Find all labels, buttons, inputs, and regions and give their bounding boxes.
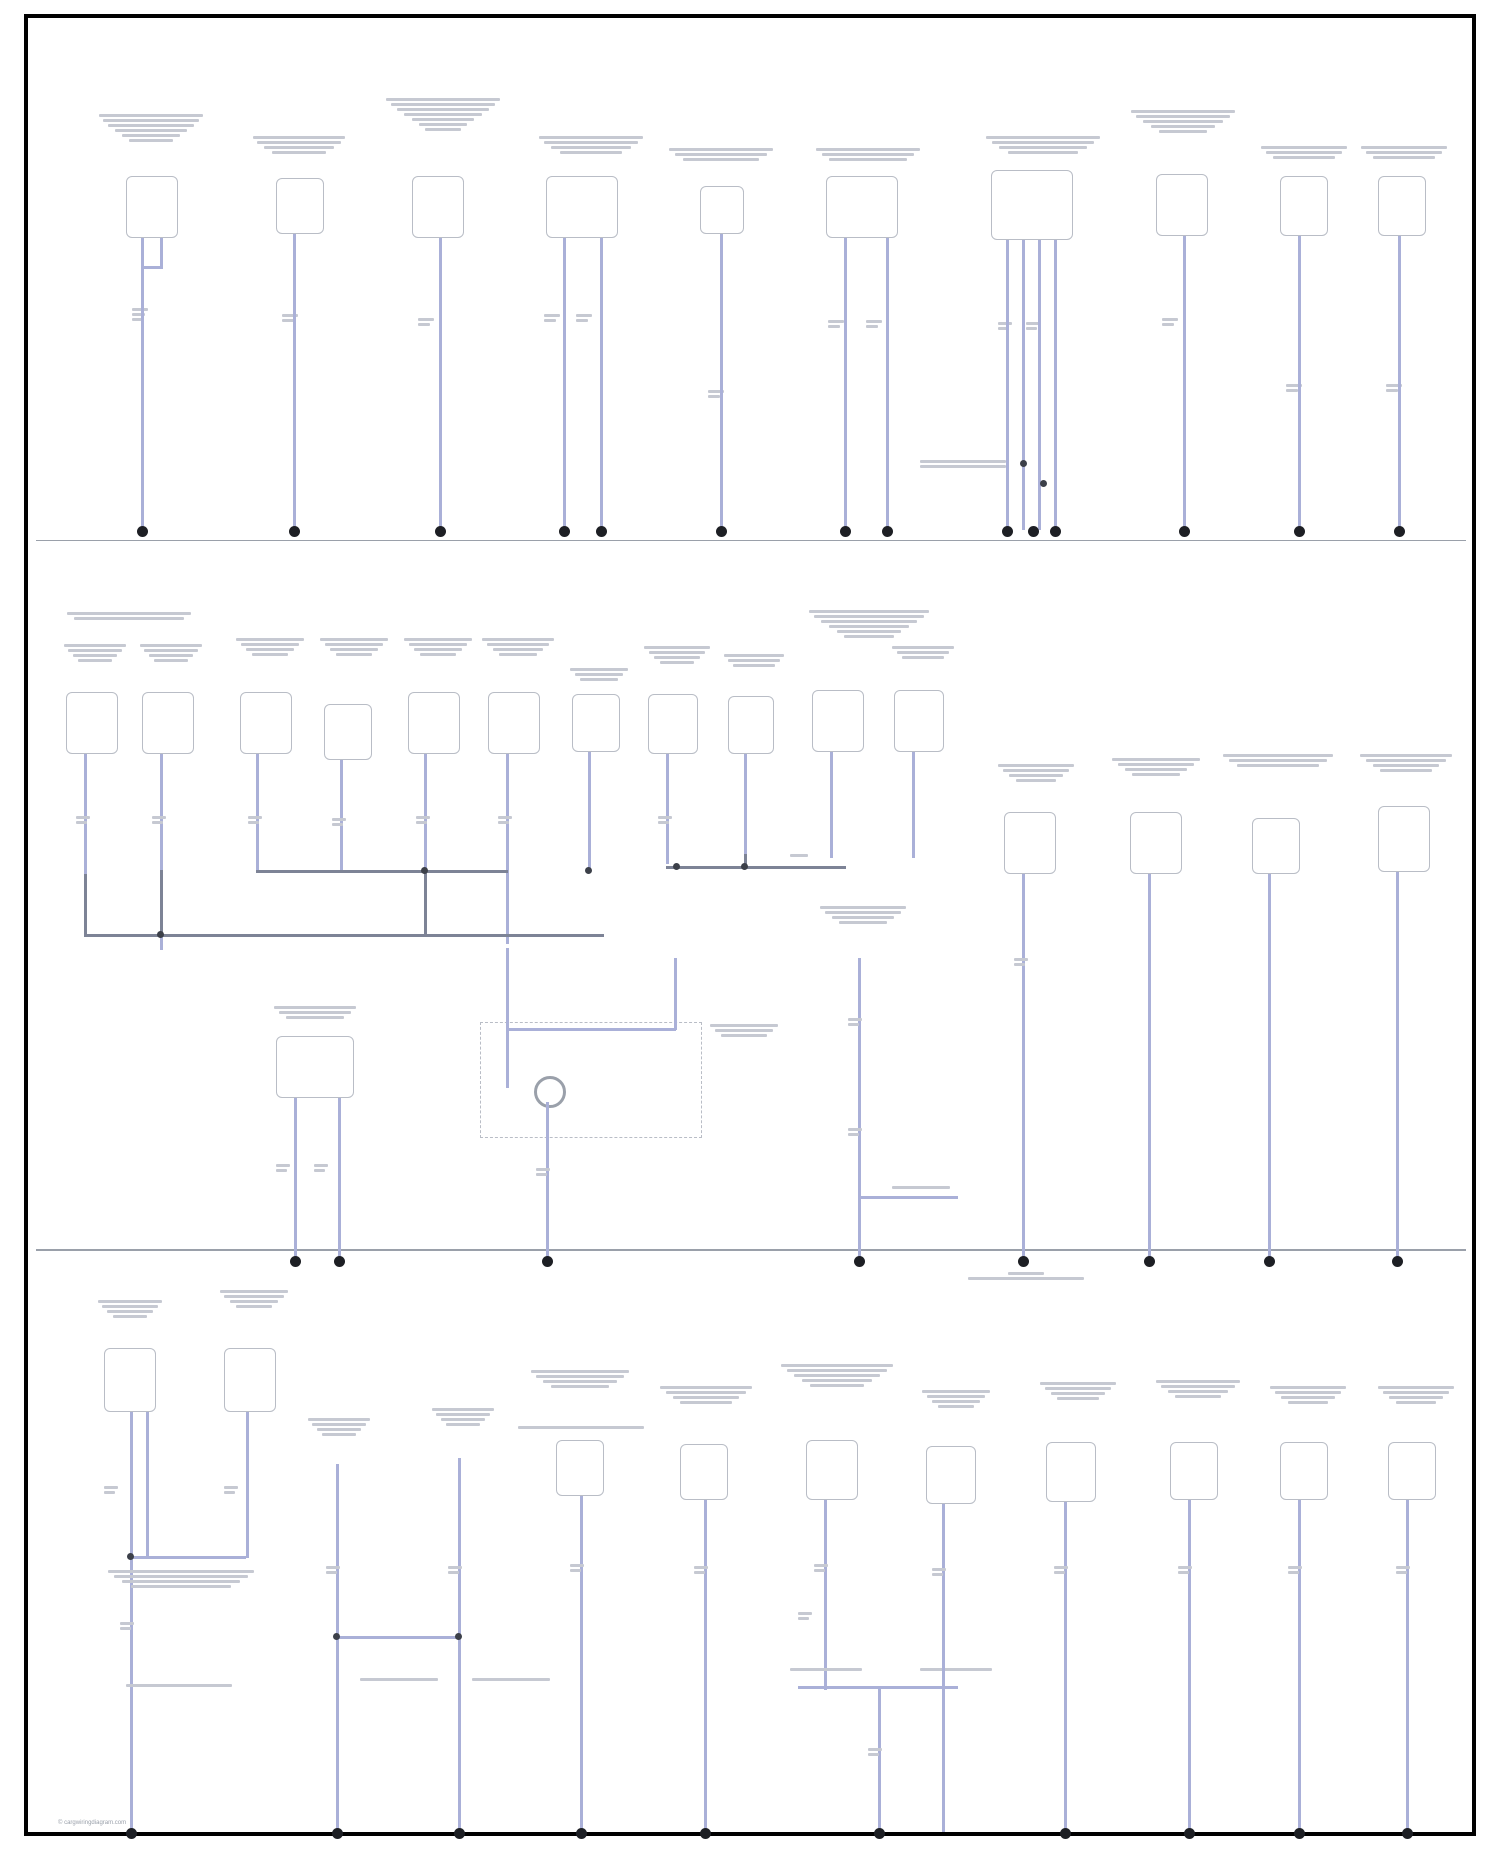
wire-label-tcm — [694, 1566, 712, 1576]
component-power-mirror-switch[interactable] — [894, 690, 944, 752]
wire-hvac-1 — [563, 238, 566, 530]
connector-bars-spk2 — [138, 644, 204, 664]
wire-label-fuel — [1054, 1566, 1072, 1576]
wire-ebcm-1 — [1006, 240, 1009, 530]
wire-generator — [1406, 1500, 1409, 1832]
wire-ipc — [293, 234, 296, 530]
wire-mirror — [912, 752, 915, 858]
component-dlc[interactable] — [1280, 176, 1328, 236]
annotation-maf-note-right — [918, 1668, 994, 1673]
wire-label-dlc — [1286, 384, 1304, 394]
component-left-rear-speaker[interactable] — [240, 692, 292, 754]
component-tcm[interactable] — [680, 1444, 728, 1500]
connector-bars-amp — [1358, 146, 1450, 161]
component-courtesy-lamp[interactable] — [728, 696, 774, 754]
wire-label-lfog — [326, 1566, 344, 1576]
connector-bars-ddm — [813, 148, 923, 163]
wire-ddm-1 — [844, 238, 847, 530]
connector-bars-occupant-sensor — [996, 764, 1076, 784]
component-cigar-lighter[interactable] — [488, 692, 540, 754]
ground-point-heated-seat — [1392, 1256, 1403, 1267]
ground-point-right-fog — [454, 1828, 465, 1839]
wire-sdm — [1183, 236, 1186, 530]
connector-bars-courtesy — [722, 654, 786, 669]
component-left-front-speaker[interactable] — [66, 692, 118, 754]
splice-left-fog — [333, 1633, 340, 1640]
connector-bars-speaker-group — [64, 612, 194, 622]
connector-bars-tcm — [658, 1386, 754, 1406]
connector-bars-spk4 — [318, 638, 390, 658]
connector-bars-generator — [1376, 1386, 1456, 1406]
splice-note-2 — [1040, 480, 1047, 487]
wire-label-occupant — [1014, 958, 1032, 968]
component-hvac[interactable] — [546, 176, 618, 238]
wire-label-generator — [1396, 1566, 1414, 1576]
component-left-headlamp[interactable] — [104, 1348, 156, 1412]
wire-spk4 — [340, 760, 343, 870]
ground-point-left-headlamp — [126, 1828, 137, 1839]
component-seat-position-sensor[interactable] — [1130, 812, 1182, 874]
wire-outlet — [588, 752, 591, 870]
ground-point-ac-clutch — [1184, 1828, 1195, 1839]
component-relay-coil[interactable] — [534, 1076, 566, 1108]
ground-point-ddm-1 — [840, 526, 851, 537]
ground-point-maf — [874, 1828, 885, 1839]
connector-bars-spk1 — [62, 644, 128, 664]
wire-label-cigar — [498, 816, 516, 826]
annotation-fog-note-right — [470, 1678, 552, 1683]
detail-dashed-box — [480, 1022, 702, 1138]
connector-bars-outlet — [568, 668, 630, 683]
ground-point-hvac-1 — [559, 526, 570, 537]
component-heated-seat-module[interactable] — [1378, 806, 1430, 872]
ground-point-amp — [1394, 526, 1405, 537]
wire-label-starter — [1288, 1566, 1306, 1576]
wire-right-fog — [458, 1458, 461, 1832]
wire-ac-clutch — [1188, 1500, 1191, 1832]
wire-blower — [1268, 874, 1271, 1260]
component-starter-relay[interactable] — [1280, 1442, 1328, 1500]
ground-point-starter — [1294, 1828, 1305, 1839]
connector-bars-blower — [1220, 754, 1336, 769]
connector-bars-swc — [666, 148, 776, 163]
ground-point-midrelay-2 — [334, 1256, 345, 1267]
connector-bars-heated-seat — [1358, 754, 1454, 774]
ground-point-occupant — [1018, 1256, 1029, 1267]
wire-label-lh-2 — [120, 1622, 138, 1632]
component-mid-relay[interactable] — [276, 1036, 354, 1098]
wire-label-rh — [224, 1486, 242, 1496]
wire-heated-seat — [1396, 872, 1399, 1260]
splice-headlamp — [127, 1553, 134, 1560]
wire-horn — [424, 754, 427, 874]
component-oxygen-sensor[interactable] — [926, 1446, 976, 1504]
ground-point-ipc — [289, 526, 300, 537]
component-horn-relay[interactable] — [408, 692, 460, 754]
component-ecm[interactable] — [556, 1440, 604, 1496]
bus-horizontal-2 — [256, 870, 508, 873]
wire-tcm — [704, 1500, 707, 1832]
wire-label-midrelay-2 — [314, 1164, 332, 1174]
wire-into-dash — [506, 948, 509, 1028]
connector-bars-fuse-detail — [818, 906, 908, 926]
connector-bars-maf — [778, 1364, 896, 1389]
wire-swc — [720, 234, 723, 530]
bus-horizontal-3 — [666, 866, 846, 869]
connector-bars-seat-position — [1110, 758, 1202, 778]
wire-fuse-branch — [858, 1196, 958, 1199]
wire-label-fusedetail-2 — [848, 1128, 866, 1138]
wire-label-uhfb — [790, 854, 808, 859]
component-ipc[interactable] — [276, 178, 324, 234]
wire-dash-down — [546, 1102, 549, 1260]
component-generator[interactable] — [1388, 1442, 1436, 1500]
wire-starter — [1298, 1500, 1301, 1832]
label-bars-relay-note — [708, 1024, 780, 1039]
component-ebcm[interactable] — [991, 170, 1073, 240]
wire-dash-right — [674, 986, 677, 1030]
component-bcm[interactable] — [126, 176, 178, 238]
wire-maf — [824, 1500, 827, 1690]
connector-bars-mid-relay — [272, 1006, 358, 1021]
wire-right-headlamp — [246, 1412, 249, 1558]
wire-ebcm-3 — [1038, 240, 1041, 530]
wire-fuel-pump — [1064, 1502, 1067, 1832]
annotation-g200 — [966, 1272, 1086, 1282]
bus-left-drop — [84, 874, 87, 936]
component-right-headlamp[interactable] — [224, 1348, 276, 1412]
ground-point-ebcm-2 — [1028, 526, 1039, 537]
component-radio[interactable] — [412, 176, 464, 238]
component-maf-sensor[interactable] — [806, 1440, 858, 1500]
splice-bus-5 — [585, 867, 592, 874]
wire-interior-lamp — [666, 754, 669, 864]
component-occupant-sensor[interactable] — [1004, 812, 1056, 874]
wire-label-dash — [536, 1168, 554, 1178]
wire-label-spk2 — [152, 816, 170, 826]
wire-label-rfog — [448, 1566, 466, 1576]
connector-bars-bcm — [96, 114, 206, 144]
connector-bars-uhfb — [806, 610, 932, 640]
wire-label-amp — [1386, 384, 1404, 394]
component-right-rear-speaker[interactable] — [324, 704, 372, 760]
component-blower-motor[interactable] — [1252, 818, 1300, 874]
component-ddm[interactable] — [826, 176, 898, 238]
connector-bars-dlc — [1258, 146, 1350, 161]
connector-bars-o2 — [920, 1390, 992, 1410]
component-sdm[interactable] — [1156, 174, 1208, 236]
wire-into-dash-2 — [674, 958, 677, 988]
ground-point-midrelay-1 — [290, 1256, 301, 1267]
connector-bars-cigar — [480, 638, 556, 658]
wire-label-swc — [708, 390, 726, 400]
component-interior-lamp[interactable] — [648, 694, 698, 754]
wire-occupant-sensor — [1022, 874, 1025, 1260]
wire-label-midrelay-1 — [276, 1164, 294, 1174]
ground-point-blower — [1264, 1256, 1275, 1267]
wire-bcm-jog — [141, 266, 163, 269]
ground-point-radio — [435, 526, 446, 537]
wire-ddm-2 — [886, 238, 889, 530]
splice-note-1 — [1020, 460, 1027, 467]
component-amp[interactable] — [1378, 176, 1426, 236]
wire-label-spk4 — [332, 818, 350, 828]
wire-label-hvac-2 — [576, 314, 594, 324]
ground-point-ebcm-3 — [1050, 526, 1061, 537]
connector-bars-left-fog — [306, 1418, 372, 1438]
connector-bars-ecm-wide — [516, 1426, 646, 1431]
ground-point-sdm — [1179, 526, 1190, 537]
wire-label-spk1 — [76, 816, 94, 826]
wire-dlc — [1298, 236, 1301, 530]
ground-point-dash — [542, 1256, 553, 1267]
ground-point-ebcm-1 — [1002, 526, 1013, 537]
wire-ecm — [580, 1496, 583, 1832]
bus-drop-2 — [424, 870, 427, 934]
wire-label-maf-3 — [868, 1748, 886, 1758]
splice-right-fog — [455, 1633, 462, 1640]
ground-point-swc — [716, 526, 727, 537]
wire-label-ipc — [282, 314, 300, 324]
ground-point-left-fog — [332, 1828, 343, 1839]
splice-bus-4 — [741, 863, 748, 870]
connector-bars-ebcm — [983, 136, 1103, 156]
component-underhood-fuse-block[interactable] — [812, 690, 864, 752]
connector-bars-mirror — [890, 646, 956, 661]
wire-left-headlamp-2 — [146, 1412, 149, 1558]
wire-label-horn — [416, 816, 434, 826]
annotation-headlamp-note2 — [124, 1684, 234, 1689]
side-note-trans-indicator — [920, 460, 1006, 470]
connector-bars-ecm — [528, 1370, 632, 1390]
connector-bars-right-fog — [430, 1408, 496, 1428]
wire-label-ebcm-2 — [1026, 322, 1044, 332]
wire-label-maf-1 — [814, 1564, 832, 1574]
annotation-fog-note-left — [358, 1678, 440, 1683]
ground-point-ecm — [576, 1828, 587, 1839]
wire-label-spk3 — [248, 816, 266, 826]
splice-bus-3 — [673, 863, 680, 870]
wire-o2 — [942, 1504, 945, 1832]
connector-bars-hvac — [536, 136, 646, 156]
component-accessory-outlet[interactable] — [572, 694, 620, 752]
annotation-maf-note-left — [788, 1668, 864, 1673]
ground-point-fuel-pump — [1060, 1828, 1071, 1839]
ground-point-generator — [1402, 1828, 1413, 1839]
wire-label-sdm — [1162, 318, 1180, 328]
wire-midrelay-1 — [294, 1098, 297, 1260]
wire-courtesy — [744, 754, 747, 854]
wire-label-radio — [418, 318, 436, 328]
wire-label-ddm-2 — [866, 320, 884, 330]
wire-label-lh-1 — [104, 1486, 122, 1496]
wire-label-ecm — [570, 1564, 588, 1574]
component-swc[interactable] — [700, 186, 744, 234]
connector-bars-interior-lamp — [642, 646, 712, 666]
wire-seat-position — [1148, 874, 1151, 1260]
connector-bars-radio — [383, 98, 503, 133]
wire-label-maf-2 — [798, 1612, 816, 1622]
wire-fuse-detail — [858, 958, 861, 1260]
wire-cigar — [506, 754, 509, 944]
connector-bars-ipc — [250, 136, 348, 156]
component-right-front-speaker[interactable] — [142, 692, 194, 754]
splice-bus-1 — [157, 931, 164, 938]
wire-midrelay-2 — [338, 1098, 341, 1260]
wire-bcm-1 — [141, 238, 144, 530]
wire-ebcm-2 — [1022, 240, 1025, 530]
connector-bars-spk3 — [234, 638, 306, 658]
wire-amp — [1398, 236, 1401, 530]
wire-hvac-2 — [600, 238, 603, 530]
splice-bus-2 — [421, 867, 428, 874]
connector-bars-fuel-pump — [1038, 1382, 1118, 1402]
wire-radio — [439, 238, 442, 530]
connector-bars-right-headlamp — [218, 1290, 290, 1310]
component-ac-clutch-relay[interactable] — [1170, 1442, 1218, 1500]
wire-headlamp-link — [130, 1556, 246, 1559]
wire-uhfb — [830, 752, 833, 858]
ground-point-dlc — [1294, 526, 1305, 537]
wire-left-fog — [336, 1464, 339, 1832]
component-fuel-pump[interactable] — [1046, 1442, 1096, 1502]
connector-bars-sdm — [1128, 110, 1238, 135]
ground-point-seat-position — [1144, 1256, 1155, 1267]
connector-bars-left-headlamp — [96, 1300, 164, 1320]
wire-bcm-2 — [160, 238, 163, 268]
wire-spk3 — [256, 754, 259, 870]
connector-bars-starter — [1268, 1386, 1348, 1406]
ground-point-ddm-2 — [882, 526, 893, 537]
wire-dash-top — [506, 1028, 676, 1031]
wire-label-interior — [658, 816, 676, 826]
connector-bars-ac-clutch — [1154, 1380, 1242, 1400]
label-bars-fuse-note — [890, 1186, 952, 1191]
ground-point-fuse-detail — [854, 1256, 865, 1267]
wire-dash-left — [506, 1028, 509, 1088]
ground-point-g101 — [137, 526, 148, 537]
wire-maf-drop — [878, 1686, 881, 1832]
diagram-frame — [24, 14, 1476, 1836]
annotation-headlamp-note — [106, 1570, 256, 1590]
bus-drop-1 — [160, 870, 163, 934]
wire-label-fusedetail-1 — [848, 1018, 866, 1028]
wire-fog-link — [336, 1636, 458, 1639]
wire-ebcm-4 — [1054, 240, 1057, 530]
ground-point-hvac-2 — [596, 526, 607, 537]
wire-label-o2 — [932, 1568, 950, 1578]
connector-bars-horn — [402, 638, 474, 658]
wire-label-ac — [1178, 1566, 1196, 1576]
copyright-credit: © cargwiringdiagram.com — [58, 1820, 127, 1826]
section-frame-lower — [36, 1250, 1466, 1826]
wire-label-hvac-1 — [544, 314, 562, 324]
ground-point-tcm — [700, 1828, 711, 1839]
